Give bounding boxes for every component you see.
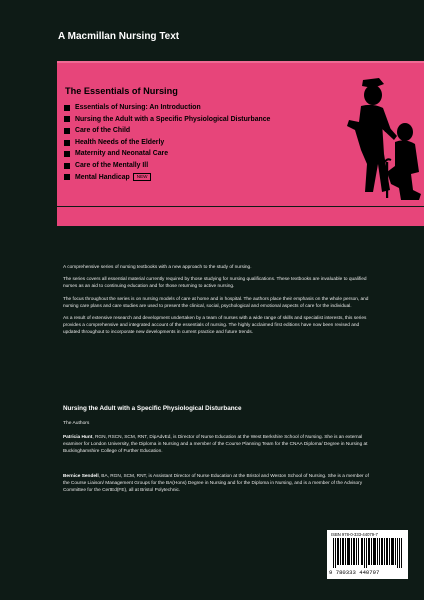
series-description — [63, 264, 373, 342]
square-bullet-icon — [64, 116, 70, 122]
barcode — [327, 530, 408, 579]
title-item: Care of the Child — [64, 125, 270, 137]
square-bullet-icon — [64, 128, 70, 134]
title-item: Nursing the Adult with a Specific Physiological Disturbance — [64, 114, 270, 126]
square-bullet-icon — [64, 105, 70, 111]
description-paragraph: A comprehensive series of nursing textbooks with a new approach to the study of nursing. — [63, 265, 252, 270]
series-panel — [57, 61, 424, 206]
new-badge: NEW — [133, 173, 152, 181]
description-paragraph: As a result of extensive research and development undertaken by a team of nurses with a wide range of skills and specialist interests, this series provides a comprehensive and integrated account of the essentials of nursing. The highly acclaimed first editions have now been revised and updated throughout to incorporate new developments in current practice and future trends. — [63, 316, 367, 336]
authors-label: The Authors — [63, 421, 90, 426]
author-bio — [63, 473, 373, 494]
title-item: Maternity and Neonatal Care — [64, 148, 270, 160]
title-item: Essentials of Nursing: An Introduction — [64, 102, 270, 114]
title-list — [64, 102, 270, 183]
author-name: Bernice Sendell — [63, 474, 99, 479]
author-name: Patricia Hunt — [63, 435, 93, 440]
square-bullet-icon — [64, 163, 70, 169]
book-title: Nursing the Adult with a Specific Physiological Disturbance — [63, 405, 242, 412]
author-bio — [63, 434, 373, 455]
title-item: Care of the Mentally Ill — [64, 160, 270, 172]
square-bullet-icon — [64, 151, 70, 157]
series-heading: The Essentials of Nursing — [65, 86, 178, 96]
description-paragraph: The series covers all essential material currently required by those studying for nursing qualifications. These textbooks are invaluable to qualified nurses as an aid to continuing education and for those returning to active nursing. — [63, 277, 367, 290]
barcode-number: 9 780333 440797 — [329, 569, 380, 576]
barcode-bars-icon — [333, 538, 402, 568]
square-bullet-icon — [64, 140, 70, 146]
nurse-and-patient-icon — [335, 78, 421, 200]
author-details: , RGN, RSCN, SCM, RNT, DipAdvEd, is Director of Nurse Education at the West Berkshire School of Nursing. She is an external examiner for London University, the Diploma in Nursing and a member of the Course Planning Team for the CNAA Diploma/ Degree in Nursing at Buckinghamshire College of Further Education. — [63, 435, 368, 455]
isbn-label: ISBN 978-0-333-44079-7 — [331, 532, 378, 537]
description-paragraph: The focus throughout the series is on nursing models of care at home and in hospital. The authors place their emphasis on the whole person, and nursing care plans and care studies are used to present the clinical, social, psychological and emotional aspects of care for the individual. — [63, 296, 369, 309]
accent-stripe — [57, 207, 424, 226]
square-bullet-icon — [64, 174, 70, 180]
title-item: Health Needs of the Elderly — [64, 137, 270, 149]
title-item: Mental Handicap NEW — [64, 172, 270, 184]
author-details: , BA, RGN, SCM, RNT, is Assistant Director of Nurse Education at the Bristol and Weston School of Nursing. She is a member of the Course Liaison/ Management Groups for the BA(Hons) Degree in Nursing and for the Diploma in Nursing, and is a member of the Advisory Committee for the CertEd(FE), all at Bristol Polytechnic. — [63, 474, 369, 494]
series-title: A Macmillan Nursing Text — [58, 31, 180, 42]
